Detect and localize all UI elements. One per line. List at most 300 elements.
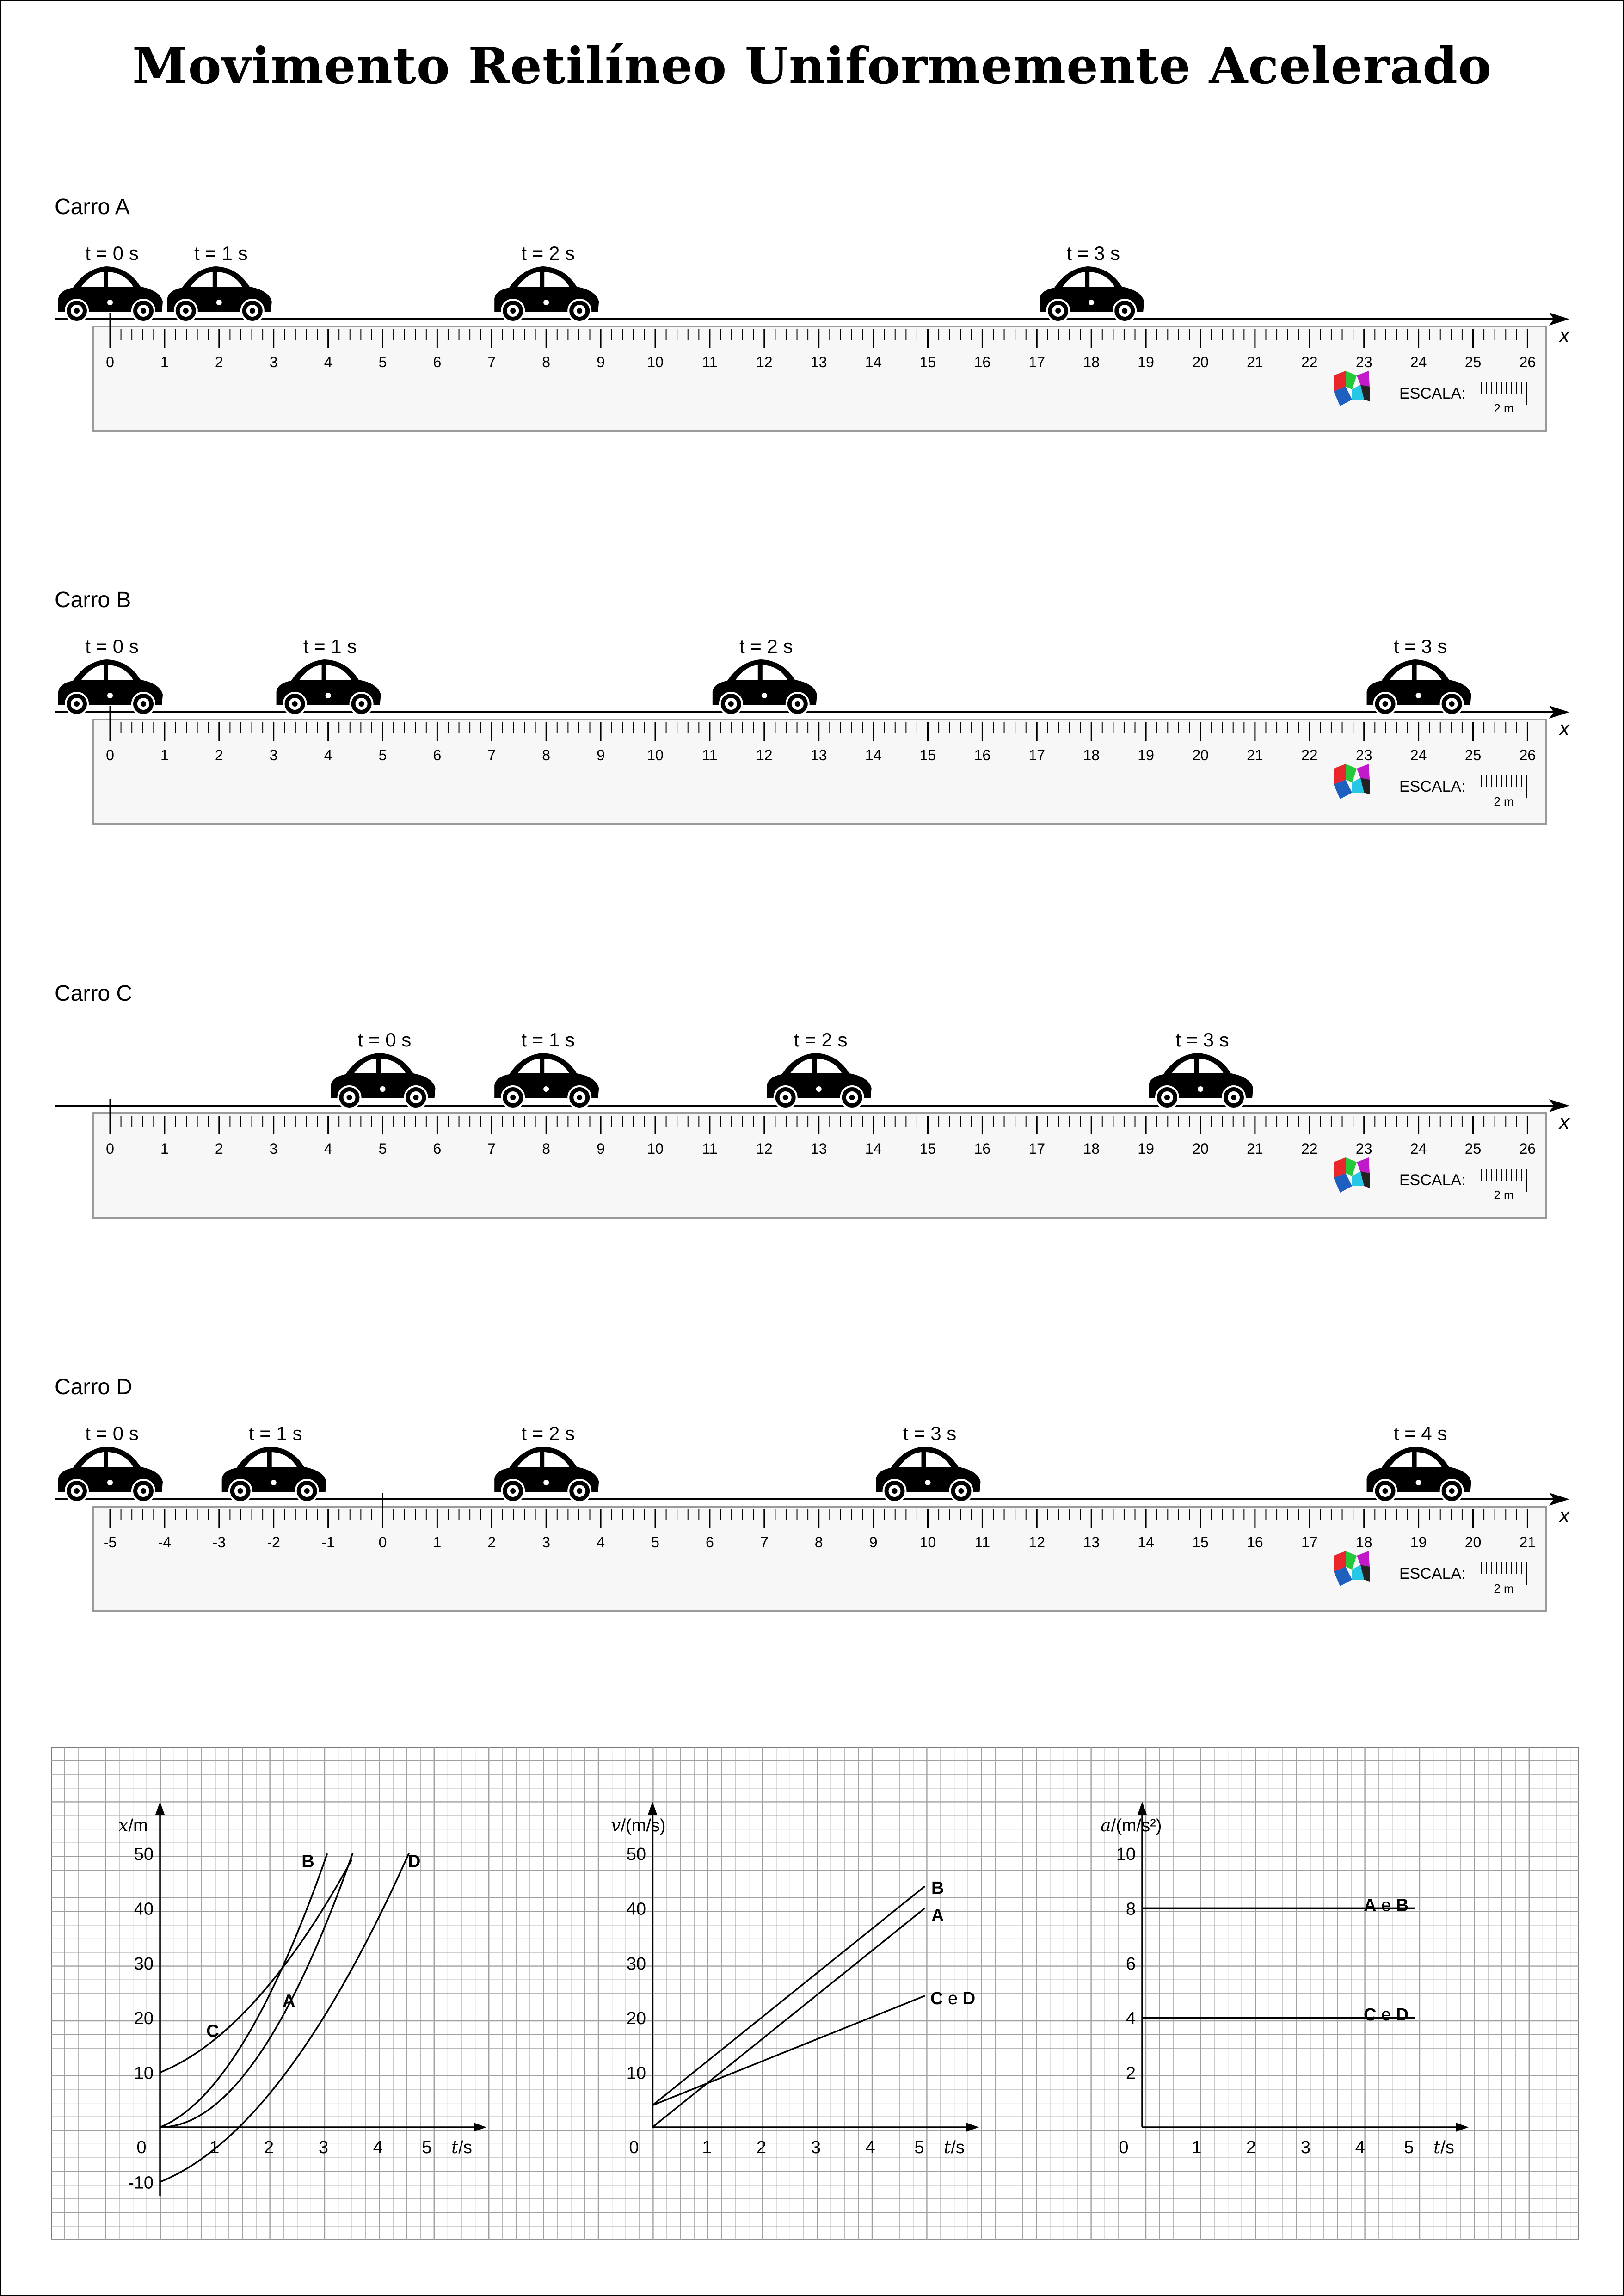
series-label-part: e xyxy=(1381,1896,1391,1915)
y-tick-label: 30 xyxy=(134,1954,154,1974)
ruler-tick-label: 13 xyxy=(810,354,827,370)
x-tick-label: 5 xyxy=(914,2138,924,2157)
x-axis-label xyxy=(451,2137,472,2157)
x-axis-label xyxy=(944,2137,965,2157)
ruler-tick-label: 17 xyxy=(1028,747,1046,763)
ruler-tick-label: 18 xyxy=(1083,747,1100,763)
car-center-dot xyxy=(762,693,767,698)
ruler-tick-label: 22 xyxy=(1301,747,1318,763)
ruler-tick-label: 8 xyxy=(814,1534,823,1551)
ruler-tick-label: 7 xyxy=(487,1140,496,1157)
car-wheel-hub xyxy=(413,1095,419,1100)
scale-label: ESCALA: xyxy=(1399,1171,1466,1189)
ruler-tick-label: 17 xyxy=(1028,1140,1046,1157)
ruler-tick-label: 16 xyxy=(974,747,991,763)
ruler-tick-label: 21 xyxy=(1247,1140,1263,1157)
scale-value: 2 m xyxy=(1494,1582,1514,1595)
series-label-gap xyxy=(1391,2005,1396,2025)
ruler-tick-label: 24 xyxy=(1410,747,1427,763)
car-icon xyxy=(277,659,381,715)
ruler-tick-label: 0 xyxy=(106,1140,114,1157)
car-icon xyxy=(58,1447,163,1502)
ruler-tick-label: 8 xyxy=(542,1140,551,1157)
section-drawing xyxy=(0,981,1624,1305)
car-wheel-hub xyxy=(141,1488,146,1494)
car-time-label: t = 1 s xyxy=(303,635,357,657)
car-wheel-hub xyxy=(959,1488,964,1494)
ruler-tick-label: 14 xyxy=(1138,1534,1154,1551)
car-wheel-hub xyxy=(74,1488,80,1494)
y-tick-label: -10 xyxy=(128,2173,154,2193)
ruler-tick-label: 6 xyxy=(433,354,442,370)
ruler-tick-label: 0 xyxy=(378,1534,387,1551)
car-wheel-hub xyxy=(74,701,80,707)
series-label-part: D xyxy=(407,1852,421,1871)
car-icon xyxy=(494,266,599,322)
ruler-tick-label: 19 xyxy=(1138,747,1154,763)
ruler-tick-label: -5 xyxy=(103,1534,117,1551)
series-label xyxy=(283,1992,295,2011)
x-tick-label: 2 xyxy=(1246,2138,1256,2157)
car-wheel-hub xyxy=(141,308,146,314)
series-label-part: A xyxy=(1364,1896,1377,1915)
ruler-tick-label: 7 xyxy=(760,1534,769,1551)
ruler-tick-label: 21 xyxy=(1247,747,1263,763)
ruler-tick-label: 13 xyxy=(810,1140,827,1157)
car-wheel-hub xyxy=(141,701,146,707)
x-tick-label: 3 xyxy=(318,2138,328,2157)
ruler-tick-label: 10 xyxy=(647,747,664,763)
car-icon xyxy=(222,1447,326,1502)
scale-label: ESCALA: xyxy=(1399,1565,1466,1582)
x-tick-label: 1 xyxy=(702,2138,712,2157)
scale-label: ESCALA: xyxy=(1399,778,1466,795)
car-wheel-hub xyxy=(510,1095,516,1100)
series-label-part: D xyxy=(962,1988,976,2008)
ruler-tick-label: 15 xyxy=(919,1140,936,1157)
series-label-part: B xyxy=(301,1852,314,1871)
ruler-tick-label: 15 xyxy=(1192,1534,1209,1551)
car-center-dot xyxy=(816,1086,822,1092)
series-label xyxy=(1364,2005,1409,2025)
y-tick-label: 50 xyxy=(626,1845,646,1864)
car-wheel-hub xyxy=(1231,1095,1236,1100)
x-axis-label xyxy=(1433,2137,1454,2157)
series-label xyxy=(931,1878,944,1898)
scale-value: 2 m xyxy=(1494,401,1514,415)
y-axis-symbol: a xyxy=(1101,1815,1111,1835)
y-tick-label: 4 xyxy=(1126,2009,1136,2029)
car-icon xyxy=(1149,1053,1253,1108)
y-tick-label: 50 xyxy=(134,1845,154,1864)
series-label-part: C xyxy=(206,2021,219,2041)
ruler-tick-label: 14 xyxy=(865,747,882,763)
ruler-tick-label: 4 xyxy=(324,1140,332,1157)
car-wheel-hub xyxy=(250,308,255,314)
ruler-tick-label: 12 xyxy=(756,354,773,370)
ruler-tick-label: 19 xyxy=(1410,1534,1427,1551)
car-time-label: t = 0 s xyxy=(357,1029,412,1051)
ruler-tick-label: 13 xyxy=(810,747,827,763)
series-label-gap xyxy=(1376,1896,1381,1915)
ruler-tick-label: 26 xyxy=(1519,354,1536,370)
ruler-tick-label: 17 xyxy=(1301,1534,1318,1551)
car-wheel-hub xyxy=(728,701,734,707)
car-wheel-hub xyxy=(304,1488,310,1494)
y-axis-label xyxy=(118,1815,148,1835)
x-axis-unit: /s xyxy=(951,2138,965,2157)
section-drawing xyxy=(0,1374,1624,1698)
ruler-tick-label: 2 xyxy=(487,1534,496,1551)
ruler-tick-label: -1 xyxy=(321,1534,335,1551)
section-label: Carro D xyxy=(55,1375,133,1399)
car-wheel-hub xyxy=(347,1095,352,1100)
car-time-label: t = 3 s xyxy=(903,1422,957,1444)
section-carro-c xyxy=(0,981,1624,1305)
y-tick-label: 6 xyxy=(1126,1954,1136,1974)
car-center-dot xyxy=(543,1480,549,1485)
car-wheel-hub xyxy=(577,308,582,314)
ruler-tick-label: 26 xyxy=(1519,1140,1536,1157)
ruler-tick-label: 16 xyxy=(1247,1534,1263,1551)
car-center-dot xyxy=(216,300,222,305)
scale-value: 2 m xyxy=(1494,794,1514,808)
y-tick-label: 10 xyxy=(626,2063,646,2083)
series-label-part: C xyxy=(1364,2005,1377,2025)
car-center-dot xyxy=(326,693,331,698)
series-label xyxy=(931,1906,944,1925)
section-carro-d xyxy=(0,1374,1624,1698)
ruler-tick-label: 4 xyxy=(597,1534,605,1551)
ruler-tick-label: 1 xyxy=(160,1140,169,1157)
ruler-tick-label: 5 xyxy=(378,1140,387,1157)
x-axis-symbol: x xyxy=(1559,324,1569,347)
car-time-label: t = 3 s xyxy=(1175,1029,1229,1051)
ruler-tick-label: 25 xyxy=(1464,747,1482,763)
car-center-dot xyxy=(107,300,113,305)
section-carro-b xyxy=(0,587,1624,911)
car-time-label: t = 1 s xyxy=(521,1029,575,1051)
ruler-tick-label: 20 xyxy=(1464,1534,1482,1551)
ruler-tick-label: 14 xyxy=(865,1140,882,1157)
x-axis-symbol: t xyxy=(1433,2137,1441,2157)
ruler-tick-label: 18 xyxy=(1083,354,1100,370)
car-icon xyxy=(494,1447,599,1502)
ruler-tick-label: 17 xyxy=(1028,354,1046,370)
ruler-tick-label: 9 xyxy=(597,354,605,370)
car-center-dot xyxy=(1416,693,1421,698)
x-tick-label: 4 xyxy=(1355,2138,1365,2157)
ruler-tick-label: 12 xyxy=(1028,1534,1046,1551)
car-icon xyxy=(1040,266,1144,322)
car-center-dot xyxy=(380,1086,386,1092)
ruler-tick-label: 20 xyxy=(1192,354,1209,370)
car-time-label: t = 0 s xyxy=(85,1422,139,1444)
ruler-tick-label: 14 xyxy=(865,354,882,370)
ruler-tick-label: 26 xyxy=(1519,747,1536,763)
scale-value: 2 m xyxy=(1494,1188,1514,1202)
ruler-tick-label: 19 xyxy=(1138,1140,1154,1157)
ruler-tick-label: 13 xyxy=(1083,1534,1100,1551)
y-axis-unit: /m xyxy=(128,1816,148,1835)
series-label xyxy=(930,1989,975,2008)
ruler-tick-label: 19 xyxy=(1138,354,1154,370)
ruler-tick-label: 2 xyxy=(215,354,223,370)
ruler-tick-label: 23 xyxy=(1355,1140,1372,1157)
car-center-dot xyxy=(107,693,113,698)
ruler-tick-label: 23 xyxy=(1355,747,1372,763)
ruler-tick-label: 0 xyxy=(106,747,114,763)
y-tick-label: 8 xyxy=(1126,1899,1136,1919)
ruler-tick-label: 5 xyxy=(651,1534,659,1551)
series-label-part: A xyxy=(931,1906,944,1926)
car-wheel-hub xyxy=(1383,701,1388,707)
series-label-part: A xyxy=(283,1991,295,2011)
ruler-tick-label: 3 xyxy=(269,1140,278,1157)
car-time-label: t = 0 s xyxy=(85,242,139,264)
series-label-part: e xyxy=(1381,2005,1391,2025)
y-tick-label: 10 xyxy=(1116,1845,1136,1864)
series-label-part: D xyxy=(1396,2005,1409,2025)
ruler-tick-label: 5 xyxy=(378,354,387,370)
ruler-tick-label: -2 xyxy=(267,1534,280,1551)
car-wheel-hub xyxy=(74,308,80,314)
ruler-tick-label: 22 xyxy=(1301,354,1318,370)
car-center-dot xyxy=(543,300,549,305)
car-wheel-hub xyxy=(577,1095,582,1100)
ruler-tick-label: 15 xyxy=(919,354,936,370)
car-icon xyxy=(167,266,272,322)
ruler-tick-label: 12 xyxy=(756,747,773,763)
x-axis-unit: /s xyxy=(458,2138,472,2157)
ruler-tick-label: 3 xyxy=(269,747,278,763)
car-icon xyxy=(767,1053,872,1108)
ruler-tick-label: 25 xyxy=(1464,354,1482,370)
x-axis-symbol: x xyxy=(1559,1504,1569,1527)
car-icon xyxy=(876,1447,981,1502)
ruler-tick-label: 10 xyxy=(919,1534,936,1551)
car-wheel-hub xyxy=(1449,1488,1455,1494)
car-wheel-hub xyxy=(292,701,298,707)
ruler-tick-label: 12 xyxy=(756,1140,773,1157)
car-wheel-hub xyxy=(183,308,189,314)
car-wheel-hub xyxy=(849,1095,855,1100)
x-axis-symbol: t xyxy=(451,2137,459,2157)
ruler-panel xyxy=(93,720,1546,824)
y-tick-label: 30 xyxy=(626,1954,646,1974)
car-wheel-hub xyxy=(783,1095,788,1100)
ruler-tick-label: 11 xyxy=(974,1534,990,1551)
y-axis-unit: /(m/s²) xyxy=(1111,1816,1162,1835)
car-center-dot xyxy=(271,1480,277,1485)
car-center-dot xyxy=(1089,300,1094,305)
ruler-tick-label: 11 xyxy=(702,1140,718,1157)
y-tick-label: 40 xyxy=(626,1899,646,1919)
ruler-tick-label: 20 xyxy=(1192,1140,1209,1157)
x-tick-label: 2 xyxy=(757,2138,767,2157)
ruler-tick-label: 11 xyxy=(702,747,718,763)
ruler-tick-label: 6 xyxy=(433,747,442,763)
x-tick-label: 0 xyxy=(629,2138,639,2157)
y-tick-label: 2 xyxy=(1126,2063,1136,2083)
car-icon xyxy=(331,1053,436,1108)
ruler-tick-label: 1 xyxy=(160,747,169,763)
ruler-tick-label: -4 xyxy=(158,1534,172,1551)
section-label: Carro A xyxy=(55,195,130,219)
ruler-tick-label: 20 xyxy=(1192,747,1209,763)
car-wheel-hub xyxy=(795,701,800,707)
x-tick-label: 5 xyxy=(422,2138,432,2157)
ruler-tick-label: 2 xyxy=(215,747,223,763)
y-tick-label: 20 xyxy=(626,2009,646,2029)
ruler-tick-label: 4 xyxy=(324,747,332,763)
ruler-tick-label: 1 xyxy=(433,1534,442,1551)
x-axis-symbol: x xyxy=(1559,717,1569,740)
y-axis-symbol: v xyxy=(611,1815,621,1835)
ruler-tick-label: 15 xyxy=(919,747,936,763)
x-axis-unit: /s xyxy=(1440,2138,1454,2157)
series-label-part: B xyxy=(1396,1896,1409,1915)
x-tick-label: 0 xyxy=(1119,2138,1129,2157)
car-icon xyxy=(1367,1447,1471,1502)
scale-label: ESCALA: xyxy=(1399,385,1466,402)
ruler-tick-label: 10 xyxy=(647,354,664,370)
x-tick-label: 4 xyxy=(865,2138,875,2157)
car-time-label: t = 2 s xyxy=(521,1422,575,1444)
section-carro-a xyxy=(0,194,1624,518)
series-label-gap xyxy=(943,1989,948,2008)
car-wheel-hub xyxy=(1122,308,1127,314)
y-axis-label xyxy=(1101,1815,1162,1835)
section-drawing xyxy=(0,587,1624,911)
y-axis-unit: /(m/s) xyxy=(621,1816,666,1835)
car-icon xyxy=(713,659,817,715)
x-tick-label: 4 xyxy=(373,2138,383,2157)
ruler-tick-label: 5 xyxy=(378,747,387,763)
y-axis-symbol: x xyxy=(118,1815,129,1835)
ruler-tick-label: 3 xyxy=(542,1534,551,1551)
section-label: Carro B xyxy=(55,588,131,612)
series-label xyxy=(301,1852,314,1871)
section-drawing xyxy=(0,194,1624,518)
car-wheel-hub xyxy=(577,1488,582,1494)
car-wheel-hub xyxy=(510,308,516,314)
car-wheel-hub xyxy=(892,1488,898,1494)
ruler-tick-label: 21 xyxy=(1519,1534,1536,1551)
ruler-tick-label: 2 xyxy=(215,1140,223,1157)
ruler-tick-label: 16 xyxy=(974,1140,991,1157)
car-center-dot xyxy=(1416,1480,1421,1485)
x-tick-label: 3 xyxy=(811,2138,821,2157)
ruler-panel xyxy=(93,1507,1546,1611)
car-icon xyxy=(1367,659,1471,715)
car-time-label: t = 2 s xyxy=(794,1029,848,1051)
ruler-panel xyxy=(93,1113,1546,1218)
series-label xyxy=(206,2022,219,2041)
ruler-tick-label: 18 xyxy=(1083,1140,1100,1157)
car-icon xyxy=(494,1053,599,1108)
ruler-tick-label: 18 xyxy=(1355,1534,1372,1551)
y-axis-label xyxy=(611,1815,666,1835)
ruler-tick-label: 24 xyxy=(1410,1140,1427,1157)
x-tick-label: 5 xyxy=(1404,2138,1414,2157)
car-wheel-hub xyxy=(1449,701,1455,707)
ruler-tick-label: 6 xyxy=(433,1140,442,1157)
car-time-label: t = 3 s xyxy=(1066,242,1120,264)
car-wheel-hub xyxy=(1055,308,1061,314)
ruler-tick-label: 10 xyxy=(647,1140,664,1157)
ruler-panel xyxy=(93,326,1546,431)
car-time-label: t = 1 s xyxy=(194,242,248,264)
ruler-tick-label: 16 xyxy=(974,354,991,370)
series-label-gap xyxy=(958,1989,963,2008)
x-axis-symbol: t xyxy=(944,2137,951,2157)
x-tick-label: 1 xyxy=(1192,2138,1202,2157)
car-wheel-hub xyxy=(1383,1488,1388,1494)
ruler-tick-label: 8 xyxy=(542,747,551,763)
ruler-tick-label: 7 xyxy=(487,354,496,370)
ruler-tick-label: 0 xyxy=(106,354,114,370)
ruler-tick-label: 8 xyxy=(542,354,551,370)
x-tick-label: 1 xyxy=(209,2138,220,2157)
graph-panel xyxy=(51,1747,1579,2240)
ruler-tick-label: 21 xyxy=(1247,354,1263,370)
series-label-part: e xyxy=(948,1988,958,2008)
car-center-dot xyxy=(1198,1086,1203,1092)
ruler-tick-label: 9 xyxy=(869,1534,878,1551)
x-tick-label: 0 xyxy=(136,2138,147,2157)
y-tick-label: 40 xyxy=(134,1899,154,1919)
ruler-tick-label: 9 xyxy=(597,747,605,763)
y-tick-label: 10 xyxy=(134,2063,154,2083)
car-center-dot xyxy=(107,1480,113,1485)
x-axis-symbol: x xyxy=(1559,1111,1569,1133)
series-label-gap xyxy=(1391,1896,1396,1915)
car-time-label: t = 4 s xyxy=(1393,1422,1447,1444)
ruler-tick-label: 23 xyxy=(1355,354,1372,370)
series-label xyxy=(1364,1896,1409,1915)
ruler-tick-label: 22 xyxy=(1301,1140,1318,1157)
x-tick-label: 2 xyxy=(264,2138,274,2157)
ruler-tick-label: 7 xyxy=(487,747,496,763)
series-label-gap xyxy=(1376,2005,1381,2025)
ruler-tick-label: 6 xyxy=(706,1534,714,1551)
section-label: Carro C xyxy=(55,981,133,1006)
series-label-part: B xyxy=(931,1878,944,1898)
ruler-tick-label: 24 xyxy=(1410,354,1427,370)
car-wheel-hub xyxy=(1164,1095,1170,1100)
ruler-tick-label: 9 xyxy=(597,1140,605,1157)
car-time-label: t = 1 s xyxy=(248,1422,302,1444)
car-wheel-hub xyxy=(238,1488,243,1494)
x-tick-label: 3 xyxy=(1300,2138,1310,2157)
car-time-label: t = 2 s xyxy=(521,242,575,264)
ruler-tick-label: 1 xyxy=(160,354,169,370)
car-time-label: t = 3 s xyxy=(1393,635,1447,657)
car-wheel-hub xyxy=(510,1488,516,1494)
y-tick-label: 20 xyxy=(134,2009,154,2029)
car-center-dot xyxy=(925,1480,931,1485)
ruler-tick-label: 4 xyxy=(324,354,332,370)
ruler-tick-label: -3 xyxy=(212,1534,226,1551)
series-label-part: C xyxy=(930,1988,943,2008)
series-label xyxy=(408,1852,420,1871)
car-center-dot xyxy=(543,1086,549,1092)
page-title: Movimento Retilíneo Uniformemente Acelerado xyxy=(132,37,1492,95)
ruler-tick-label: 25 xyxy=(1464,1140,1482,1157)
ruler-tick-label: 11 xyxy=(702,354,718,370)
car-wheel-hub xyxy=(359,701,364,707)
